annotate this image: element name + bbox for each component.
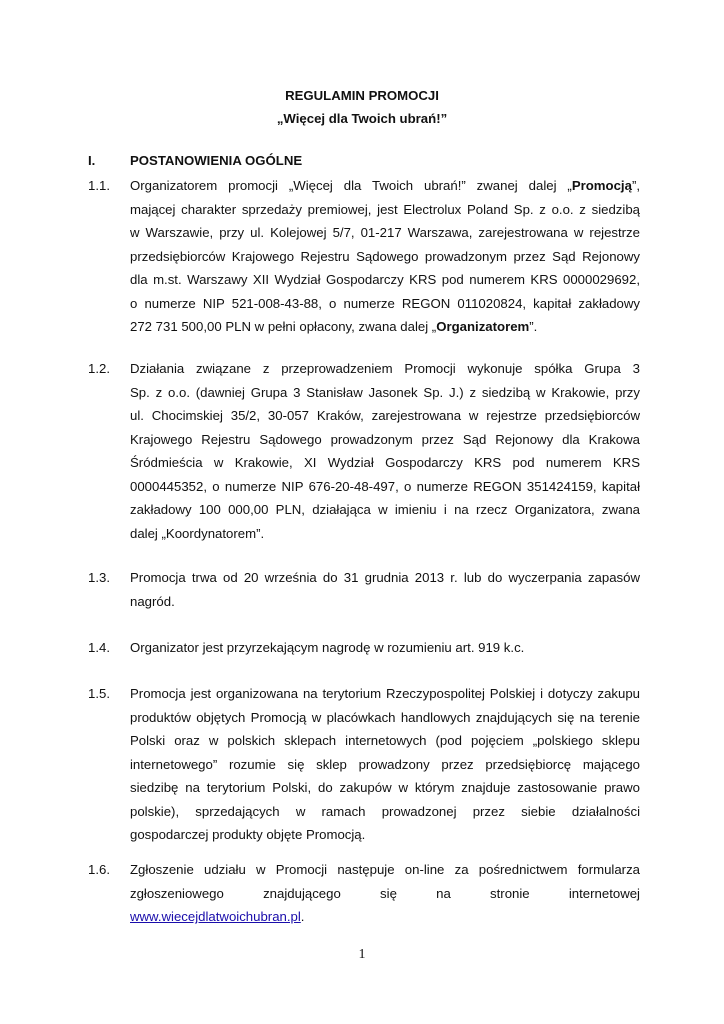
paragraph-number: 1.6.: [88, 862, 110, 877]
paragraph-line: www.wiecejdlatwoichubran.pl.: [130, 909, 305, 924]
paragraph-line: siedzibę na terytorium Polski, do zakupów w którym znajduje zastosowanie prawo: [130, 780, 640, 795]
paragraph-line: przedsiębiorców Krajowego Rejestru Sądowego prowadzonym przez Sąd Rejonowy: [130, 248, 640, 264]
paragraph-1-3: [88, 566, 640, 613]
paragraph-line: o numerze NIP 521-008-43-88, o numerze REGON 011020824, kapitał zakładowy: [130, 295, 640, 311]
paragraph-line: Organizatorem promocji „Więcej dla Twoich ubrań!” zwanej dalej „Promocją”,: [130, 178, 640, 193]
paragraph-number: 1.4.: [88, 640, 110, 655]
paragraph-body: [130, 174, 640, 339]
paragraph-body: [130, 636, 640, 660]
paragraph-line: Działania związane z przeprowadzeniem Promocji wykonuje spółka Grupa 3: [130, 361, 640, 376]
paragraph-line: ul. Chocimskiej 35/2, 30-057 Kraków, zarejestrowana w rejestrze przedsiębiorców: [130, 408, 640, 423]
section-number: I.: [88, 153, 96, 168]
document-subtitle: „Więcej dla Twoich ubrań!”: [276, 111, 448, 126]
paragraph-1-6: [88, 858, 640, 929]
paragraph-line: dla m.st. Warszawy XII Wydział Gospodarczy KRS pod numerem KRS 0000029692,: [130, 272, 640, 287]
paragraph-line: Promocja trwa od 20 września do 31 grudnia 2013 r. lub do wyczerpania zapasów: [130, 570, 640, 585]
paragraph-body: [130, 682, 640, 847]
paragraph-body: [130, 357, 640, 545]
section-title: POSTANOWIENIA OGÓLNE: [130, 153, 303, 168]
paragraph-line: dalej „Koordynatorem”.: [130, 525, 265, 541]
paragraph-line: zgłoszeniowego znajdującego się na stronie internetowej: [130, 885, 640, 901]
paragraph-1-2: [88, 357, 640, 545]
paragraph-line: internetowego” rozumie się sklep prowadzony przez przedsiębiorcę mającego: [130, 756, 640, 772]
document-title: REGULAMIN PROMOCJI: [285, 88, 439, 103]
paragraph-line: gospodarczej produkty objęte Promocją.: [130, 827, 366, 842]
paragraph-number: 1.1.: [88, 178, 110, 193]
paragraph-line: produktów objętych Promocją w placówkach handlowych znajdujących się na terenie: [130, 709, 640, 725]
paragraph-line: 272 731 500,00 PLN w pełni opłacony, zwana dalej „Organizatorem”.: [130, 319, 538, 334]
paragraph-line: Promocja jest organizowana na terytorium Rzeczypospolitej Polskiej i dotyczy zakupu: [130, 686, 640, 701]
paragraph-line: Krajowego Rejestru Sądowego prowadzonym przez Sąd Rejonowy dla Krakowa: [130, 431, 640, 447]
paragraph-line: w Warszawie, przy ul. Kolejowej 5/7, 01-217 Warszawa, zarejestrowana w rejestrze: [130, 225, 640, 240]
paragraph-1-4: [88, 636, 640, 660]
paragraph-line: Śródmieścia w Krakowie, XI Wydział Gospodarczy KRS pod numerem KRS: [130, 455, 640, 470]
term-organizator: Organizatorem: [436, 319, 530, 334]
page-number: 1: [358, 947, 366, 962]
paragraph-line: zakładowy 100 000,00 PLN, działająca w imieniu i na rzecz Organizatora, zwana: [130, 502, 640, 517]
paragraph-line: polskie), sprzedających w ramach prowadzonej przez siebie działalności: [130, 803, 640, 819]
paragraph-line: Sp. z o.o. (dawniej Grupa 3 Stanisław Jasonek Sp. J.) z siedzibą w Krakowie, przy: [130, 384, 640, 400]
paragraph-body: [130, 566, 640, 613]
paragraph-line: Polski oraz w polskich sklepach internetowych (pod pojęciem „polskiego sklepu: [130, 733, 640, 748]
paragraph-line: mającej charakter sprzedaży premiowej, jest Electrolux Poland Sp. z o.o. z siedzibą: [130, 201, 640, 217]
paragraph-1-5: [88, 682, 640, 847]
paragraph-line: nagród.: [130, 593, 175, 609]
paragraph-number: 1.3.: [88, 570, 110, 585]
paragraph-body: [130, 858, 640, 929]
term-promocja: Promocją: [571, 178, 632, 193]
website-link[interactable]: www.wiecejdlatwoichubran.pl: [130, 909, 301, 924]
paragraph-line: Organizator jest przyrzekającym nagrodę w rozumieniu art. 919 k.c.: [130, 640, 525, 655]
paragraph-number: 1.5.: [88, 686, 110, 701]
paragraph-line: 0000445352, o numerze NIP 676-20-48-497, o numerze REGON 351424159, kapitał: [130, 478, 640, 494]
paragraph-1-1: [88, 174, 640, 339]
paragraph-line: Zgłoszenie udziału w Promocji następuje on-line za pośrednictwem formularza: [130, 862, 640, 877]
paragraph-number: 1.2.: [88, 361, 110, 376]
